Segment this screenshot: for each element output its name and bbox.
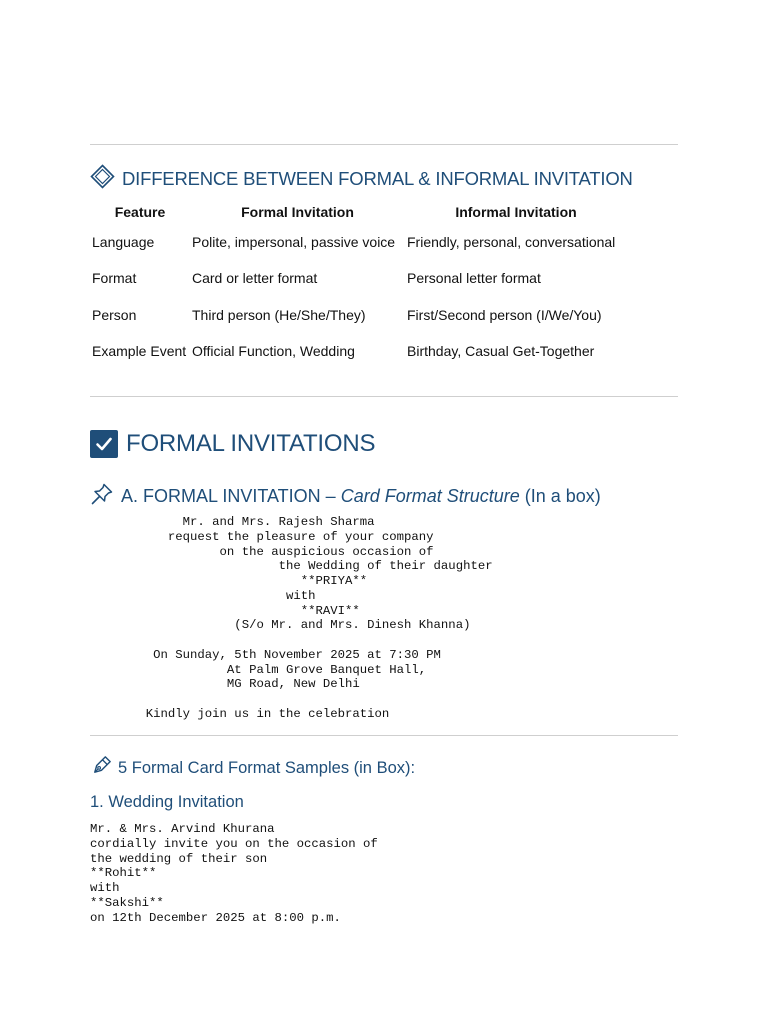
text-line: Mr. and Mrs. Rajesh Sharma (131, 515, 375, 529)
formal-heading (90, 430, 375, 458)
table-row (90, 224, 627, 260)
table-row (90, 297, 627, 333)
title-italic: Card Format Structure (340, 486, 520, 506)
table-cell: First/Second person (I/We/You) (407, 306, 602, 323)
table-cell: Birthday, Casual Get-Together (407, 343, 595, 360)
text-line: **RAVI** (131, 603, 360, 618)
title-suffix: (In a box) (519, 486, 601, 506)
table-row (90, 260, 627, 296)
text-line: **PRIYA** (131, 574, 368, 588)
divider (90, 735, 678, 736)
text-line: Kindly join us in the celebration (131, 706, 390, 721)
text-line: On Sunday, 5th November 2025 at 7:30 PM (131, 647, 441, 662)
text-line: **Rohit** (90, 866, 157, 881)
table-cell: Person (92, 306, 137, 323)
card-structure-heading (90, 482, 601, 511)
comparison-table (90, 199, 627, 369)
title-prefix: A. FORMAL INVITATION – (121, 486, 341, 506)
samples-title: 5 Formal Card Format Samples (in Box): (118, 758, 416, 777)
text-line: the wedding of their son (90, 851, 268, 866)
text-line: (S/o Mr. and Mrs. Dinesh Khanna) (131, 618, 471, 633)
divider (90, 396, 678, 397)
pen-icon (90, 754, 113, 782)
table-cell: Card or letter format (192, 270, 318, 287)
pushpin-icon (90, 482, 114, 511)
column-header: Formal Invitation (241, 203, 354, 220)
text-line: on the auspicious occasion of (131, 544, 434, 559)
table-cell: Example Event (92, 343, 187, 360)
samples-heading (90, 754, 415, 782)
table-cell: Personal letter format (407, 270, 541, 287)
difference-title: DIFFERENCE BETWEEN FORMAL & INFORMAL INVITATION (122, 168, 633, 189)
diamond-icon (90, 164, 115, 194)
difference-heading (90, 164, 633, 194)
text-line: on 12th December 2025 at 8:00 p.m. (90, 910, 341, 925)
wedding-invitation-heading: 1. Wedding Invitation (90, 793, 244, 811)
formal-title: FORMAL INVITATIONS (126, 430, 376, 457)
table-row (90, 333, 627, 369)
checkbox-icon (90, 430, 118, 458)
wedding-sample-text (90, 822, 378, 925)
table-cell: Friendly, personal, conversational (407, 234, 616, 251)
table-cell: Format (92, 270, 137, 287)
table-cell: Polite, impersonal, passive voice (192, 234, 396, 251)
table-header-row (90, 199, 627, 224)
text-line: cordially invite you on the occasion of (90, 836, 378, 851)
column-header: Feature (114, 203, 166, 220)
text-line: the Wedding of their daughter (131, 559, 493, 574)
text-line: MG Road, New Delhi (131, 677, 360, 692)
text-line: **Sakshi** (90, 895, 164, 910)
text-line: request the pleasure of your company (131, 529, 434, 544)
text-line: Mr. & Mrs. Arvind Khurana (90, 822, 275, 836)
column-header: Informal Invitation (455, 203, 577, 220)
divider (90, 144, 678, 145)
text-line: At Palm Grove Banquet Hall, (131, 662, 427, 677)
table-cell: Official Function, Wedding (192, 343, 355, 360)
card-structure-title (121, 486, 601, 507)
table-cell: Language (92, 234, 155, 251)
text-line: with (90, 881, 120, 895)
sample-heading (90, 793, 244, 812)
text-line: with (131, 588, 316, 603)
card-format-text (131, 515, 493, 722)
table-cell: Third person (He/She/They) (192, 306, 366, 323)
